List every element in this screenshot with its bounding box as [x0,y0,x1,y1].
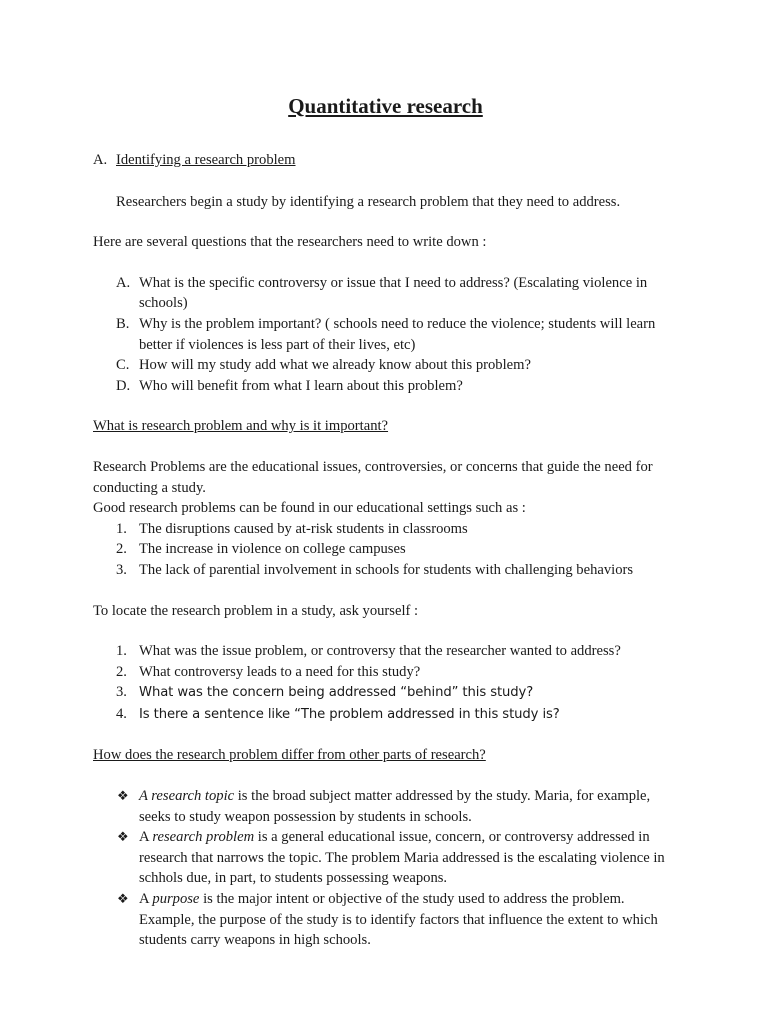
section-heading: Identifying a research problem [116,152,296,168]
list-marker: D. [116,377,131,394]
list-item [93,704,678,726]
list-marker: 1. [116,520,127,537]
list-item-text: Is there a sentence like “The problem addressed in this study is? [139,706,560,722]
list-item-text: What was the issue problem, or controversy that the researcher wanted to address? [139,643,621,660]
list-item [93,641,678,662]
diamond-bullet-icon: ❖ [117,891,129,907]
list-item-text: The disruptions caused by at-risk students in classrooms [139,520,468,537]
section-heading-3: How does the research problem differ from other parts of research? [93,747,486,764]
list-item [93,519,678,540]
page-title: Quantitative research [288,94,483,118]
locate-intro: To locate the research problem in a study, ask yourself : [93,602,419,619]
list-marker: C. [116,357,130,374]
list-item-text: The increase in violence on college campuses [139,541,406,558]
list-item [93,560,678,581]
examples-list [93,519,678,581]
list-item-text: How will my study add what we already know about this problem? [139,357,531,374]
list-item [93,889,678,951]
section-marker: A. [93,152,108,168]
list-item-prefix: A [139,829,153,846]
list-item-term: A research topic [139,788,235,805]
list-item-text: is the major intent or objective of the study used to address the problem. Example, the purpose of the study is to identify factors that influence the extent to which students carry weapons in high schools. [139,891,658,949]
list-item-prefix: A [139,891,153,908]
section-heading-2: What is research problem and why is it important? [93,418,389,435]
list-item [93,273,678,314]
section-a-heading [93,150,678,171]
list-item [93,786,678,827]
list-item-term: research problem [152,829,255,846]
list-marker: 3. [116,561,127,578]
list-item-text: What was the concern being addressed “behind” this study? [139,685,534,701]
questions-intro: Here are several questions that the researchers need to write down : [93,234,487,251]
differences-list [93,786,678,951]
list-item-text: Who will benefit from what I learn about this problem? [139,377,463,394]
list-marker: 2. [116,541,127,558]
list-item-text: The lack of parential involvement in schools for students with challenging behaviors [139,561,634,578]
list-item-term: purpose [152,891,200,908]
list-item-text: is a general educational issue, concern, or controversy addressed in research that narrows the topic. The problem Maria addressed is the escalating violence in schhols due, in part, to students possessing weapons. [139,829,665,887]
list-item [93,662,678,683]
diamond-bullet-icon: ❖ [117,788,129,804]
list-marker: 3. [116,684,127,701]
definition-paragraph: Research Problems are the educational issues, controversies, or concerns that guide the need for conducting a study. [93,458,653,496]
list-item [93,314,678,355]
diamond-bullet-icon: ❖ [117,829,129,845]
list-item-text: is the broad subject matter addressed by the study. Maria, for example, seeks to study weapon possession by students in schools. [139,788,651,825]
list-item [93,376,678,397]
list-item-text: Why is the problem important? ( schools need to reduce the violence; students will learn better if violences is less part of their lives, etc) [139,315,656,353]
list-marker: 2. [116,663,127,680]
list-item [93,539,678,560]
list-item-text: What controversy leads to a need for this study? [139,663,421,680]
list-item-text: What is the specific controversy or issue that I need to address? (Escalating violence in schools) [139,274,648,312]
list-item [93,682,678,704]
list-item [93,827,678,889]
list-marker: A. [116,274,131,291]
questions-list [93,273,678,397]
list-marker: 1. [116,643,127,660]
intro-paragraph: Researchers begin a study by identifying a research problem that they need to address. [116,193,621,210]
examples-intro: Good research problems can be found in our educational settings such as : [93,500,526,517]
list-marker: B. [116,315,130,332]
list-item [93,355,678,376]
list-marker: 4. [116,705,127,722]
locate-list [93,641,678,725]
